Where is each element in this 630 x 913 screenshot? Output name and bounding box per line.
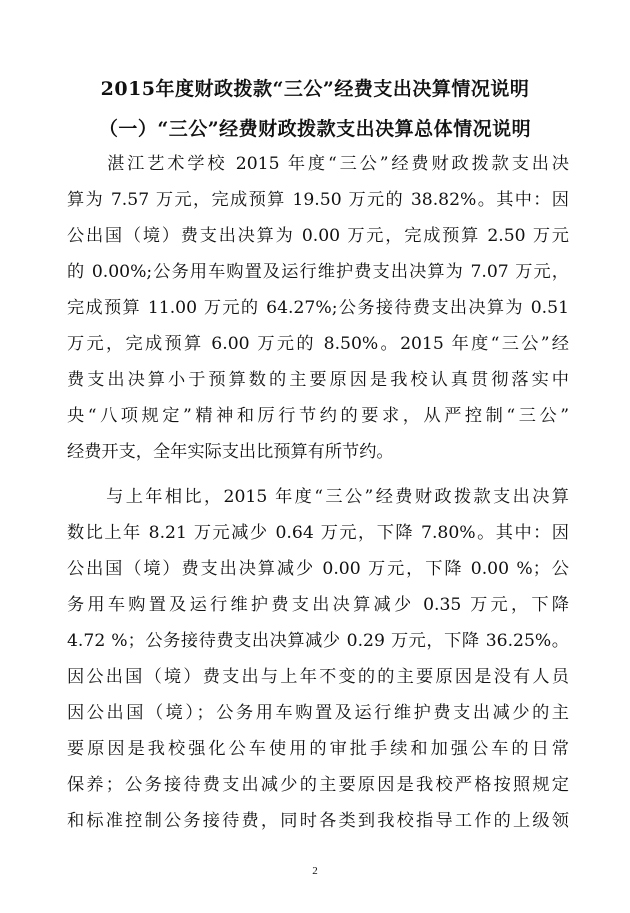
section-heading: （一）“三公”经费财政拨款支出决算总体情况说明 xyxy=(98,118,532,140)
page-number: 2 xyxy=(312,865,318,877)
paragraph-line: 务用车购置及运行维护费支出决算减少 0.35 万元，下降 xyxy=(67,595,569,615)
paragraph-line: 与上年相比，2015 年度“三公”经费财政拨款支出决算 xyxy=(67,487,569,507)
paragraph-line: 湛江艺术学校 2015 年度“三公”经费财政拨款支出决 xyxy=(67,154,569,174)
paragraph-line: 和标准控制公务接待费，同时各类到我校指导工作的上级领 xyxy=(67,811,569,831)
paragraph-line: 4.72 %；公务接待费支出决算减少 0.29 万元，下降 36.25%。 xyxy=(67,631,569,651)
paragraph-line: 因公出国（境）；公务用车购置及运行维护费支出减少的主 xyxy=(67,703,569,723)
paragraph-line: 数比上年 8.21 万元减少 0.64 万元，下降 7.80%。其中：因 xyxy=(67,523,569,543)
paragraph-line: 公出国（境）费支出决算为 0.00 万元，完成预算 2.50 万元 xyxy=(67,226,569,246)
paragraph-line: 要原因是我校强化公车使用的审批手续和加强公车的日常 xyxy=(67,739,569,759)
paragraph-line: 央“八项规定”精神和厉行节约的要求，从严控制“三公” xyxy=(67,406,569,426)
paragraph-line: 保养；公务接待费支出减少的主要原因是我校严格按照规定 xyxy=(67,775,569,795)
document-title: 2015年度财政拨款“三公”经费支出决算情况说明 xyxy=(100,78,530,100)
paragraph-line: 公出国（境）费支出决算减少 0.00 万元，下降 0.00 %；公 xyxy=(67,559,569,579)
paragraph-line: 算为 7.57 万元，完成预算 19.50 万元的 38.82%。其中：因 xyxy=(67,190,569,210)
paragraph-line: 的 0.00%;公务用车购置及运行维护费支出决算为 7.07 万元， xyxy=(67,262,569,282)
paragraph-line: 完成预算 11.00 万元的 64.27%;公务接待费支出决算为 0.51 xyxy=(67,298,569,318)
paragraph-line: 经费开支，全年实际支出比预算有所节约。 xyxy=(67,442,394,462)
paragraph-line: 因公出国（境）费支出与上年不变的的主要原因是没有人员 xyxy=(67,667,569,687)
paragraph-comparison xyxy=(67,479,569,839)
paragraph-overall xyxy=(67,146,569,470)
paragraph-line: 费支出决算小于预算数的主要原因是我校认真贯彻落实中 xyxy=(67,370,569,390)
paragraph-line: 万元，完成预算 6.00 万元的 8.50%。2015 年度“三公”经 xyxy=(67,334,569,354)
